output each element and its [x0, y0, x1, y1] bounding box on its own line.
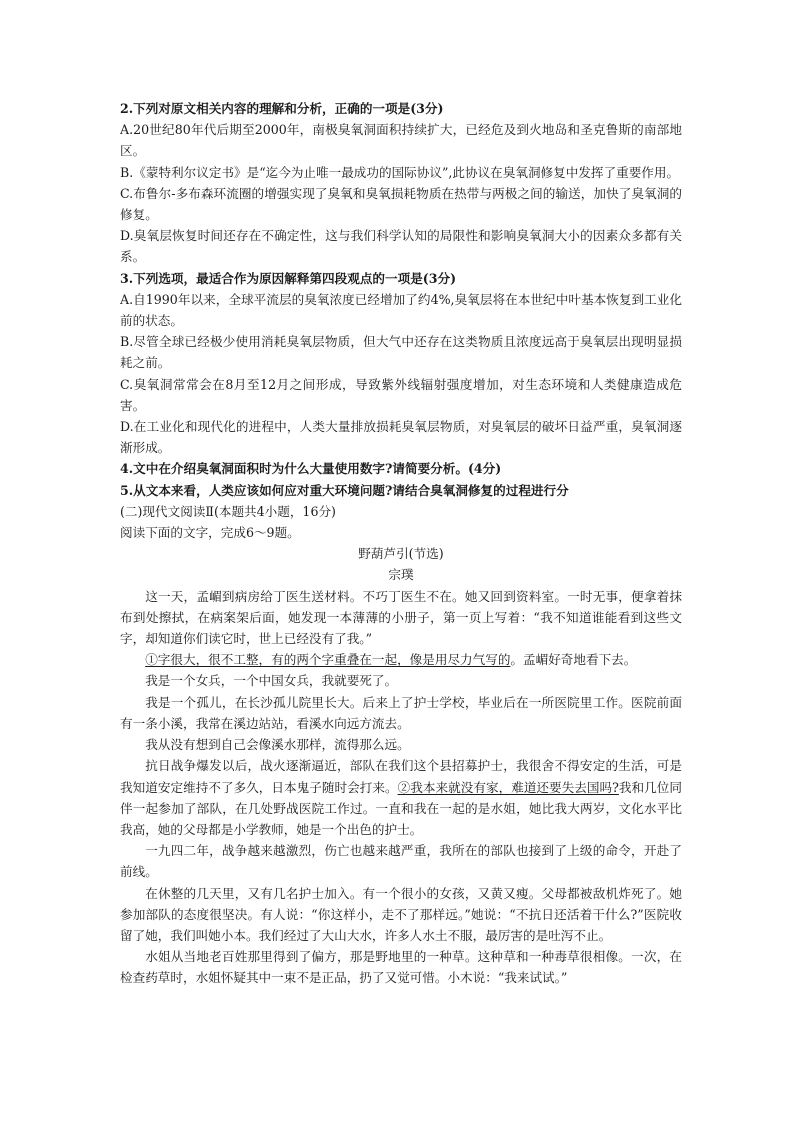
question-3-stem: 3.下列选项，最适合作为原因解释第四段观点的一项是(3分) [120, 270, 457, 286]
reading-instruction: 阅读下面的文字，完成6～9题。 [120, 525, 300, 541]
question-3-option-c: C.臭氧洞常常会在8月至12月之间形成，导致紫外线辐射强度增加，对生态环境和人类健康造成危害。 [120, 376, 682, 413]
question-2-option-c: C.布鲁尔-多布森环流圈的增强实现了臭氧和臭氧损耗物质在热带与两极之间的输送，加快了臭氧洞的修复。 [120, 185, 682, 223]
article-title: 野葫芦引(节选) [358, 546, 444, 562]
article-paragraph-1: 这一天，孟嵋到病房给丁医生送材料。不巧丁医生不在。她又回到资料室。一时无事，便拿着抹布到处擦拭，在病案架后面，她发现一本薄薄的小册子，第一页上写着：“我不知道谁能看到这些文字，却知道你们读它时，世上已经没有了我。” [120, 588, 682, 647]
question-3-option-b: B.尽管全球已经极少使用消耗臭氧层物质，但大气中还存在这类物质且浓度远高于臭氧层出现明显损耗之前。 [120, 334, 682, 371]
article-paragraph-2: ①字很大，很不工整，有的两个字重叠在一起，像是用尽力气写的。孟嵋好奇地看下去。 [145, 652, 637, 668]
article-paragraph-4: 我是一个孤儿，在长沙孤儿院里长大。后来上了护士学校，毕业后在一所医院里工作。医院前面有一条小溪，我常在溪边站站，看溪水向远方流去。 [120, 694, 682, 731]
document-page [120, 98, 682, 989]
question-2-stem: 2.下列对原文相关内容的理解和分析，正确的一项是(3分) [120, 101, 444, 116]
article-paragraph-3: 我是一个女兵，一个中国女兵，我就要死了。 [145, 673, 398, 689]
question-2-option-d: D.臭氧层恢复时间还存在不确定性，这与我们科学认知的局限性和影响臭氧洞大小的因素众多都有关系。 [120, 228, 682, 265]
question-4: 4.文中在介绍臭氧洞面积时为什么大量使用数字?请简要分析。(4分) [120, 461, 502, 477]
article-paragraph-6: 抗日战争爆发以后，战火逐渐逼近，部队在我们这个县招募护士，我很舍不得安定的生活，可是我知道安定维持不了多久，日本鬼子随时会打来。②我本来就没有家，难道还要失去国吗?我和几位同伴一起参加了部队，在几处野战医院工作过。一直和我在一起的是水姐，她比我大两岁，文化水平比我高，她的父母都是小学教师，她是一个出色的护士。 [120, 758, 683, 837]
question-3-option-a: A.自1990年以来，全球平流层的臭氧浓度已经增加了约4%,臭氧层将在本世纪中叶基本恢复到工业化前的状态。 [120, 291, 682, 329]
article-paragraph-5: 我从没有想到自己会像溪水那样，流得那么远。 [145, 737, 410, 753]
question-5: 5.从文本来看，人类应该如何应对重大环境问题?请结合臭氧洞修复的过程进行分 [120, 482, 569, 498]
underlined-sentence-2: ②我本来就没有家，难道还要失去国吗? [397, 779, 619, 795]
question-2-option-a: A.20世纪80年代后期至2000年，南极臭氧洞面积持续扩大，已经危及到火地岛和圣克鲁斯的南部地区。 [120, 122, 682, 159]
article-paragraph-9: 水姐从当地老百姓那里得到了偏方，那是野地里的一种草。这种草和一种毒草很相像。一次，在检查药草时，水姐怀疑其中一束不是正品，扔了又觉可惜。小木说：“我来试试。” [120, 949, 682, 986]
underlined-sentence-1: ①字很大，很不工整，有的两个字重叠在一起，像是用尽力气写的 [145, 652, 511, 668]
question-2-option-b: B.《蒙特利尔议定书》是“迄今为止唯一最成功的国际协议”,此协议在臭氧洞修复中发挥了重要作用。 [120, 164, 680, 180]
section-heading: (二)现代文阅读Ⅱ(本题共4小题，16分) [120, 503, 336, 519]
article-paragraph-7: 一九四二年，战争越来越激烈，伤亡也越来越严重，我所在的部队也接到了上级的命令，开赴了前线。 [120, 843, 682, 880]
article-paragraph-8: 在休整的几天里，又有几名护士加入。有一个很小的女孩，又黄又瘦。父母都被敌机炸死了。她参加部队的态度很坚决。有人说：“你这样小，走不了那样远。”她说：“不抗日还活着干什么?”医院收留了她，我们叫她小本。我们经过了大山大水，许多人水土不服，最厉害的是吐泻不止。 [120, 885, 682, 943]
article-author: 宗璞 [388, 567, 414, 583]
question-3-option-d: D.在工业化和现代化的进程中，人类大量排放损耗臭氧层物质，对臭氧层的破坏日益严重，臭氧洞逐渐形成。 [120, 419, 682, 456]
